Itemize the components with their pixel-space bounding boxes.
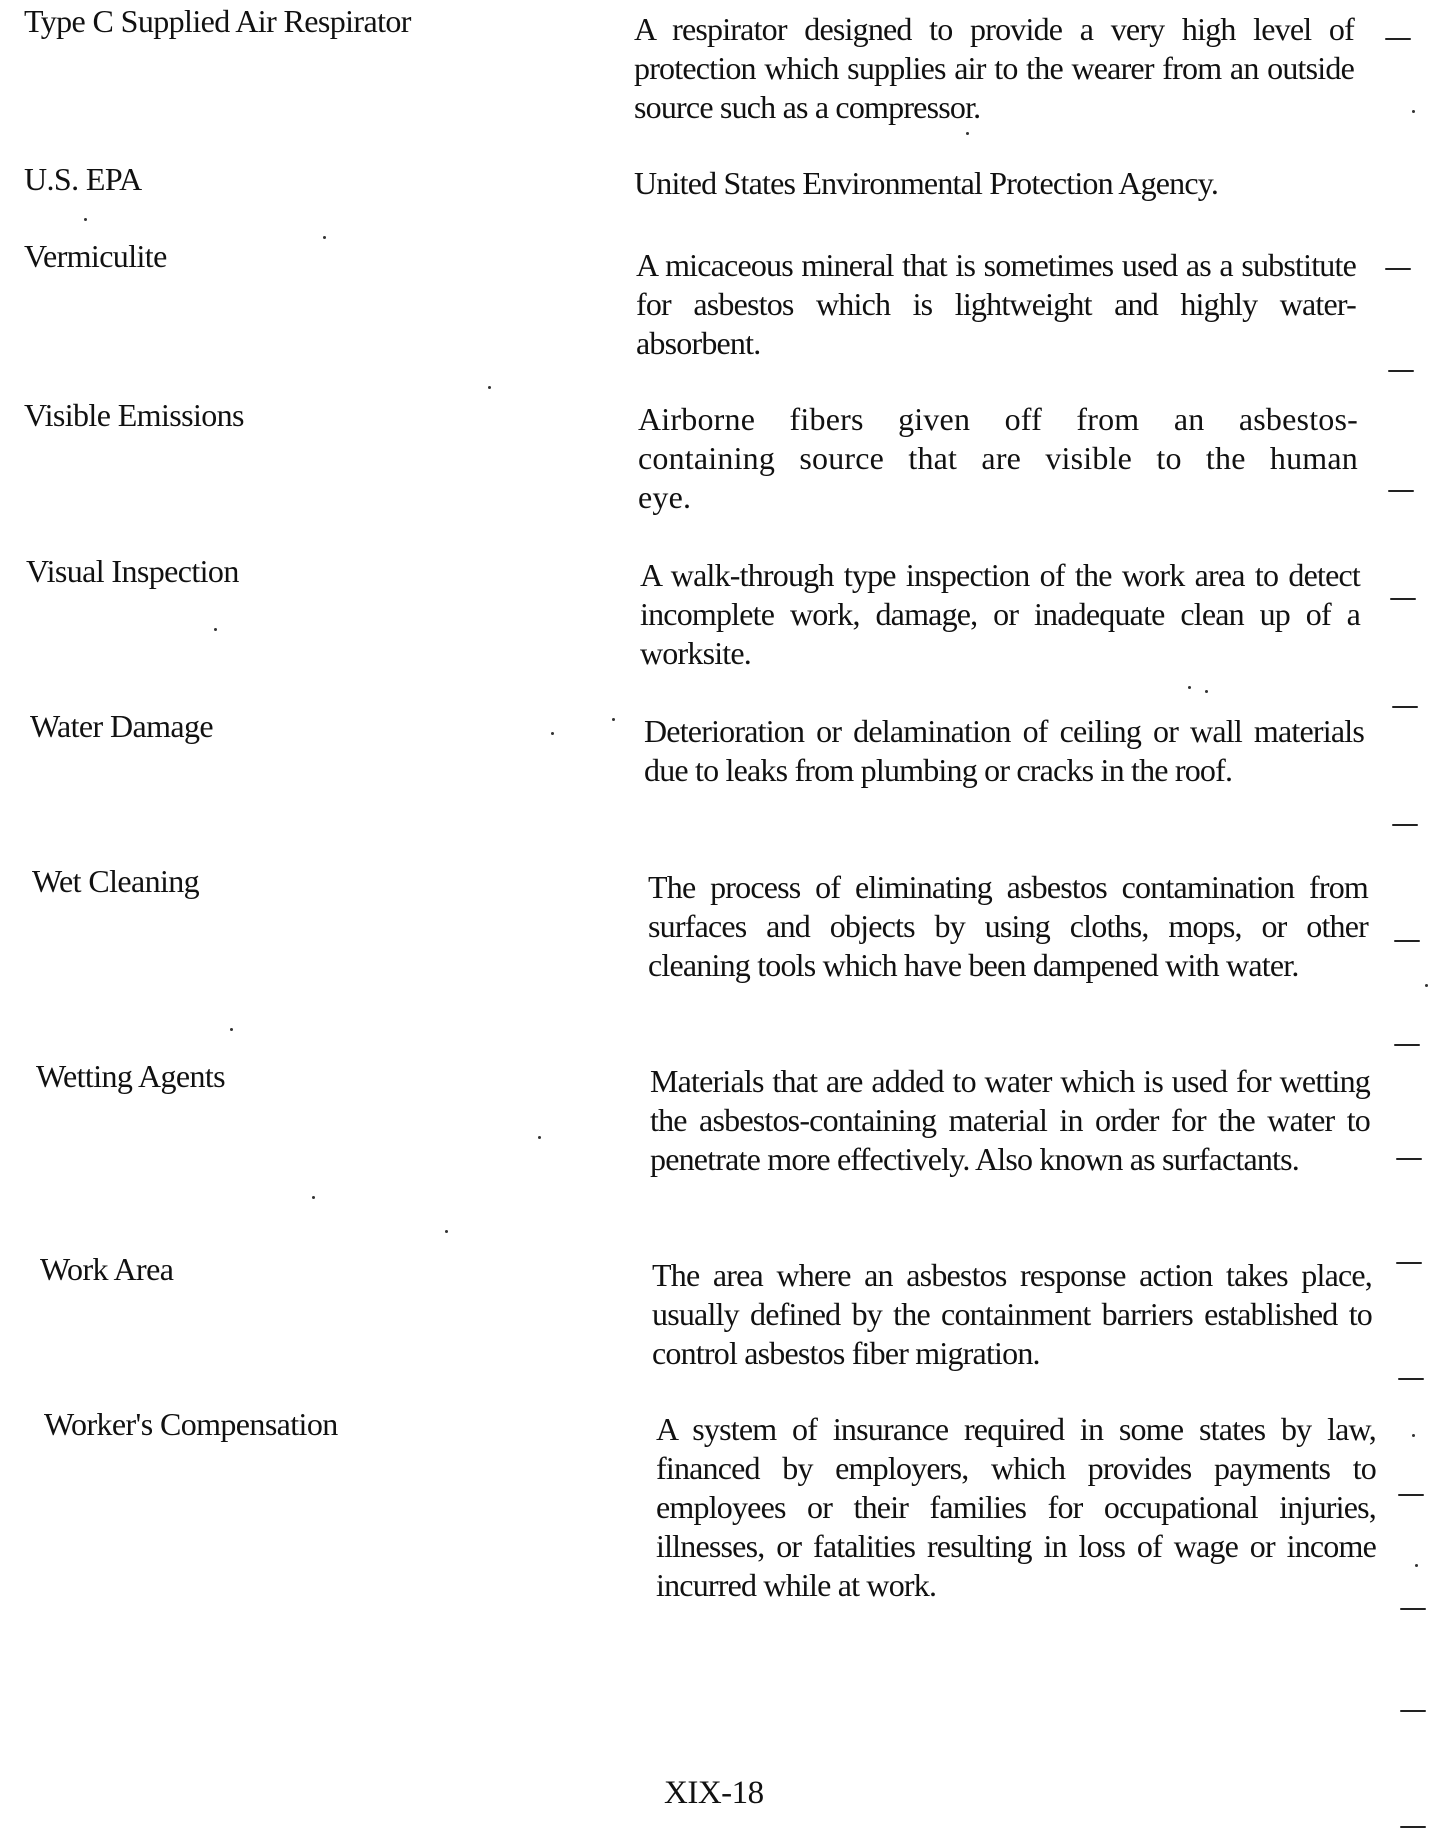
margin-mark	[1398, 1378, 1424, 1380]
scan-speck	[488, 386, 491, 389]
margin-mark	[1392, 706, 1418, 708]
glossary-term: Work Area	[40, 1251, 174, 1287]
glossary-definition: Materials that are added to water which is used for wetting the asbestos-containing material in order for the water to penetrate more effectively. Also known as surfactants.	[650, 1063, 1370, 1177]
scan-speck	[1415, 1564, 1418, 1567]
margin-mark	[1385, 268, 1411, 270]
glossary-term: Water Damage	[30, 708, 214, 744]
scan-speck	[612, 718, 615, 721]
margin-mark	[1400, 1826, 1426, 1828]
glossary-definition: The process of eliminating asbestos contamination from surfaces and objects by using cloths, mops, or other cleaning tools which have been dampened with water.	[648, 869, 1368, 983]
margin-mark	[1394, 1044, 1420, 1046]
glossary-definition: A micaceous mineral that is sometimes used as a substitute for asbestos which is lightweight and highly water-absorbent.	[636, 247, 1356, 361]
scan-speck	[312, 1196, 315, 1199]
glossary-definition: Deterioration or delamination of ceiling or wall materials due to leaks from plumbing or cracks in the roof.	[644, 713, 1364, 788]
glossary-definition: A respirator designed to provide a very high level of protection which supplies air to the wearer from an outside source such as a compressor.	[634, 11, 1354, 125]
glossary-term: Type C Supplied Air Respirator	[24, 3, 411, 39]
page-number: XIX-18	[664, 1775, 764, 1811]
margin-mark	[1396, 1262, 1422, 1264]
scan-speck	[1425, 984, 1428, 987]
glossary-definition: A walk-through type inspection of the work area to detect incomplete work, damage, or inadequate clean up of a worksite.	[640, 557, 1360, 671]
margin-mark	[1400, 1710, 1426, 1712]
scan-speck	[214, 628, 217, 631]
scan-speck	[966, 132, 969, 135]
scan-speck	[84, 218, 87, 221]
glossary-term: Vermiculite	[24, 238, 167, 274]
glossary-definition: The area where an asbestos response action takes place, usually defined by the containment barriers established to control asbestos fiber migration.	[652, 1257, 1372, 1371]
glossary-term: U.S. EPA	[24, 161, 142, 197]
glossary-definition: Airborne fibers given off from an asbestos-containing source that are visible to the human eye.	[638, 401, 1358, 515]
scan-speck	[538, 1136, 541, 1139]
margin-mark	[1388, 370, 1414, 372]
margin-mark	[1388, 490, 1414, 492]
scan-speck	[551, 732, 554, 735]
scan-speck	[230, 1028, 233, 1031]
margin-mark	[1398, 1494, 1424, 1496]
glossary-definition: A system of insurance required in some states by law, financed by employers, which provides payments to employees or their families for occupational injuries, illnesses, or fatalities resulting in loss of wage or income incurred while at work.	[656, 1411, 1376, 1603]
glossary-term: Wetting Agents	[36, 1058, 226, 1094]
glossary-term: Visual Inspection	[26, 553, 239, 589]
scan-speck	[323, 236, 326, 239]
scan-speck	[1412, 110, 1415, 113]
glossary-term: Worker's Compensation	[44, 1406, 338, 1442]
margin-mark	[1385, 38, 1411, 40]
scan-speck	[1412, 1434, 1415, 1437]
glossary-term: Visible Emissions	[24, 397, 244, 433]
scan-speck	[1188, 686, 1191, 689]
scan-speck	[445, 1230, 448, 1233]
margin-mark	[1400, 1608, 1426, 1610]
margin-mark	[1394, 940, 1420, 942]
margin-mark	[1390, 598, 1416, 600]
glossary-term: Wet Cleaning	[32, 863, 200, 899]
margin-mark	[1392, 824, 1418, 826]
scan-speck	[1205, 690, 1208, 693]
margin-mark	[1396, 1158, 1422, 1160]
glossary-definition: United States Environmental Protection Agency.	[634, 165, 1219, 201]
